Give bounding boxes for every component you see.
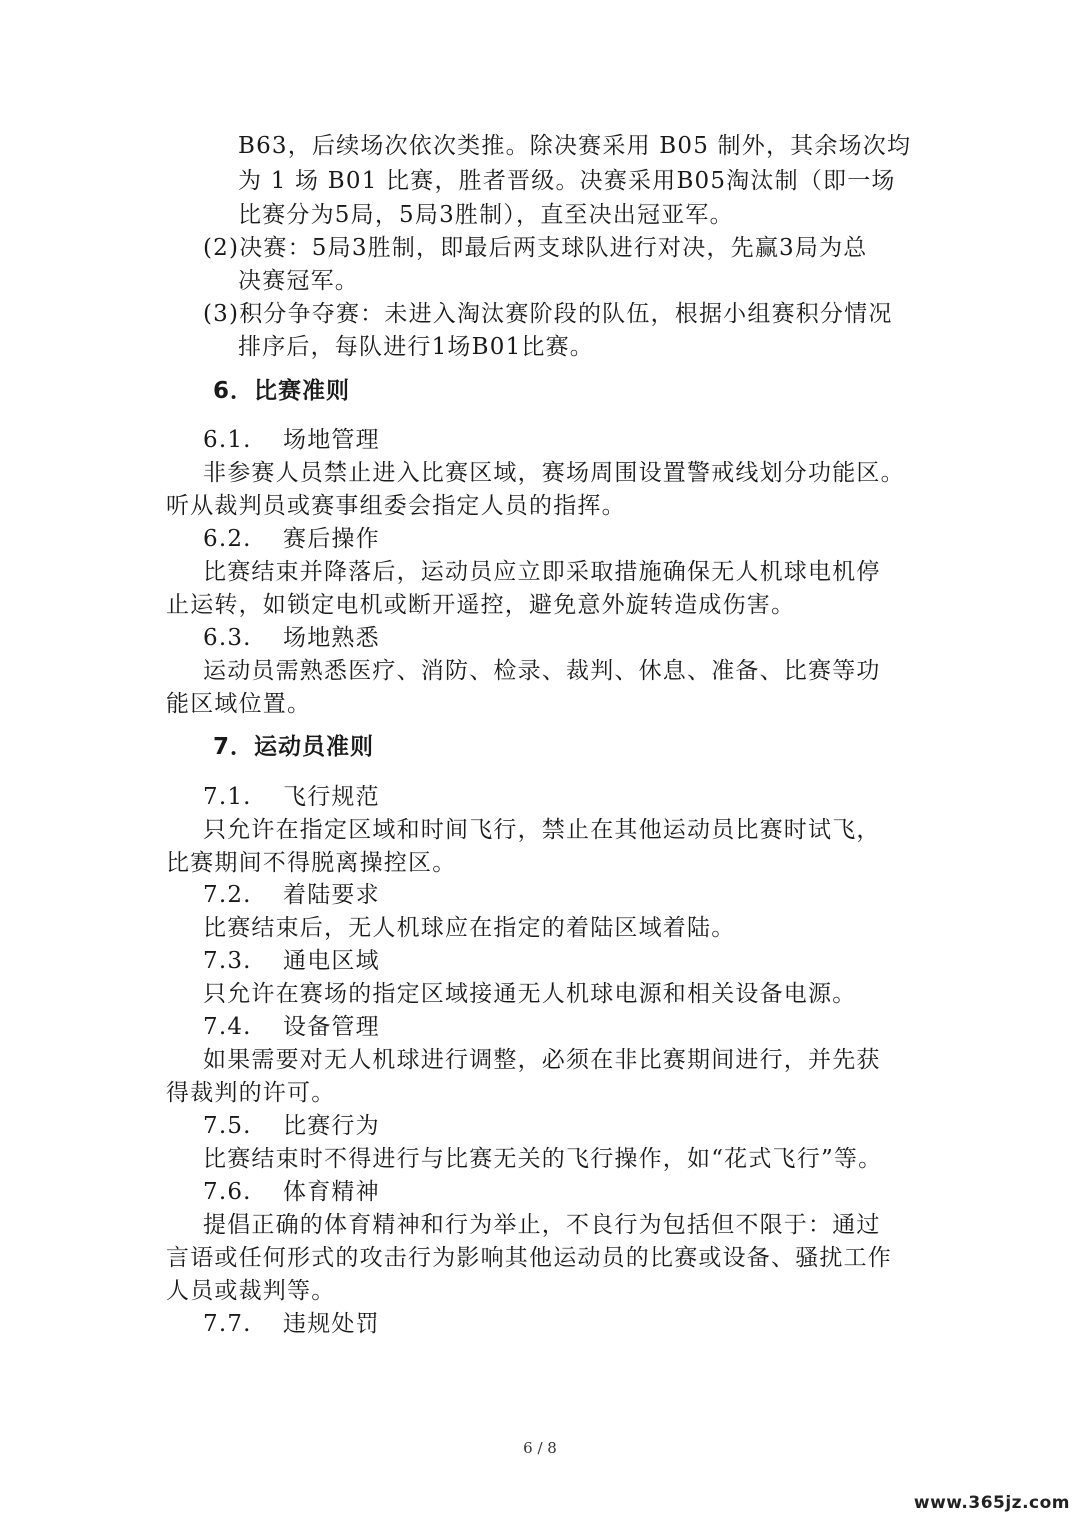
paragraph-line: 比赛结束并降落后，运动员应立即采取措施确保无人机球电机停: [203, 559, 881, 585]
subsection-title: [203, 1012, 380, 1042]
list-item: [203, 233, 868, 263]
list-item: [203, 299, 893, 329]
subsection-title: [203, 880, 380, 910]
subsection-number: 6.2.: [203, 526, 252, 552]
list-marker: (3): [203, 301, 240, 327]
paragraph-line: 听从裁判员或赛事组委会指定人员的指挥。: [166, 493, 626, 519]
paragraph-line: 比赛期间不得脱离操控区。: [166, 850, 457, 876]
subsection-title: [203, 782, 380, 812]
subsection-name: 体育精神: [283, 1179, 380, 1205]
subsection-number: 7.7.: [203, 1311, 252, 1337]
paragraph-line: 只允许在赛场的指定区域接通无人机球电源和相关设备电源。: [203, 981, 857, 1007]
list-item-continuation: 排序后，每队进行1场B01比赛。: [238, 334, 595, 360]
subsection-title: [203, 524, 380, 554]
page-number: 6 / 8: [523, 1439, 557, 1457]
subsection-name: 设备管理: [283, 1014, 380, 1040]
paragraph-line: 运动员需熟悉医疗、消防、检录、裁判、休息、准备、比赛等功: [203, 658, 881, 684]
list-text: 决赛：5局3胜制，即最后两支球队进行对决，先赢3局为总: [239, 235, 868, 261]
subsection-name: 着陆要求: [283, 882, 380, 908]
subsection-title: [203, 1177, 380, 1207]
paragraph-line: 得裁判的许可。: [166, 1080, 336, 1106]
subsection-number: 7.6.: [203, 1179, 252, 1205]
subsection-name: 违规处罚: [283, 1311, 380, 1337]
paragraph-line: 言语或任何形式的攻击行为影响其他运动员的比赛或设备、骚扰工作: [166, 1245, 892, 1271]
subsection-name: 场地管理: [283, 427, 380, 453]
list-item-continuation: 决赛冠军。: [238, 268, 359, 294]
paragraph-line: 比赛结束时不得进行与比赛无关的飞行操作，如“花式飞行”等。: [203, 1146, 883, 1172]
subsection-name: 飞行规范: [283, 784, 380, 810]
paragraph-line: 只允许在指定区域和时间飞行，禁止在其他运动员比赛时试飞，: [203, 817, 881, 843]
paragraph-line: 非参赛人员禁止进入比赛区域，赛场周围设置警戒线划分功能区。: [203, 460, 905, 486]
subsection-name: 赛后操作: [283, 526, 380, 552]
paragraph-line: 止运转，如锁定电机或断开遥控，避免意外旋转造成伤害。: [166, 592, 796, 618]
subsection-number: 7.1.: [203, 784, 252, 810]
paragraph-line: 如果需要对无人机球进行调整，必须在非比赛期间进行，并先获: [203, 1047, 881, 1073]
intro-line: B63，后续场次依次类推。除决赛采用 B05 制外，其余场次均: [238, 133, 912, 159]
intro-line: 为 1 场 B01 比赛，胜者晋级。决赛采用B05淘汰制（即一场: [238, 168, 896, 194]
subsection-name: 比赛行为: [283, 1113, 380, 1139]
subsection-number: 7.4.: [203, 1014, 252, 1040]
section-heading: 7．运动员准则: [213, 734, 375, 760]
subsection-title: [203, 1111, 380, 1141]
subsection-number: 6.3.: [203, 625, 252, 651]
subsection-title: [203, 623, 380, 653]
paragraph-line: 提倡正确的体育精神和行为举止，不良行为包括但不限于：通过: [203, 1212, 881, 1238]
subsection-title: [203, 1309, 380, 1339]
list-marker: (2): [203, 235, 240, 261]
list-text: 积分争夺赛：未进入淘汰赛阶段的队伍，根据小组赛积分情况: [239, 301, 893, 327]
subsection-number: 6.1.: [203, 427, 252, 453]
subsection-title: [203, 946, 380, 976]
subsection-number: 7.3.: [203, 948, 252, 974]
subsection-number: 7.2.: [203, 882, 252, 908]
subsection-name: 场地熟悉: [283, 625, 380, 651]
paragraph-line: 人员或裁判等。: [166, 1278, 336, 1304]
subsection-name: 通电区域: [283, 948, 380, 974]
subsection-title: [203, 425, 380, 455]
paragraph-line: 比赛结束后，无人机球应在指定的着陆区域着陆。: [203, 915, 736, 941]
watermark: www.365jz.com: [913, 1493, 1070, 1513]
subsection-number: 7.5.: [203, 1113, 252, 1139]
intro-line: 比赛分为5局，5局3胜制），直至决出冠亚军。: [238, 202, 734, 228]
section-heading: 6．比赛准则: [213, 378, 351, 404]
paragraph-line: 能区域位置。: [166, 691, 312, 717]
